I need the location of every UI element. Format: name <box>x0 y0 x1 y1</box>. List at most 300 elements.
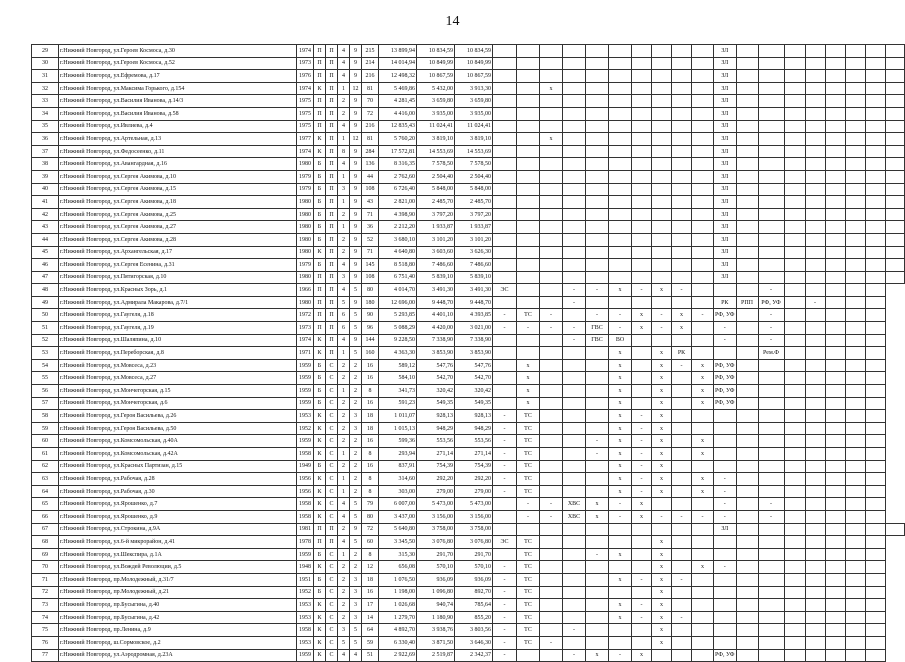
table-cell: 553,56 <box>417 435 455 448</box>
table-cell <box>845 196 865 209</box>
row-number-cell: 29 <box>32 45 59 58</box>
table-cell <box>784 611 805 624</box>
table-cell <box>825 107 845 120</box>
table-cell <box>493 221 517 234</box>
table-cell <box>845 573 865 586</box>
table-cell: Б <box>314 359 326 372</box>
table-cell: x <box>586 649 609 662</box>
table-cell: 3 819,10 <box>455 133 493 146</box>
table-cell <box>493 145 517 158</box>
table-cell <box>586 107 609 120</box>
table-cell <box>632 95 652 108</box>
table-cell <box>758 107 784 120</box>
table-cell <box>825 372 845 385</box>
table-cell: П <box>326 271 338 284</box>
table-cell <box>540 233 563 246</box>
table-cell <box>692 347 714 360</box>
table-cell <box>586 246 609 259</box>
table-cell: 2 <box>338 460 350 473</box>
table-cell <box>736 183 758 196</box>
table-cell: x <box>540 82 563 95</box>
table-cell: 1 096,80 <box>417 586 455 599</box>
table-cell <box>825 649 845 662</box>
table-cell: 3 797,20 <box>417 208 455 221</box>
row-number-cell: 42 <box>32 208 59 221</box>
table-cell <box>672 120 692 133</box>
address-cell: г.Нижний Новгород, ул.Максима Горького, д.154 <box>59 82 297 95</box>
table-row <box>32 536 905 549</box>
table-cell <box>586 561 609 574</box>
table-cell <box>805 45 825 58</box>
table-cell <box>586 347 609 360</box>
table-cell: П <box>326 334 338 347</box>
table-cell: x <box>609 573 632 586</box>
table-cell <box>493 82 517 95</box>
table-cell <box>758 170 784 183</box>
table-cell: 271,14 <box>455 448 493 461</box>
table-cell <box>692 57 714 70</box>
table-cell: Б <box>314 548 326 561</box>
table-cell: 291,70 <box>417 548 455 561</box>
table-cell: 180 <box>362 296 379 309</box>
table-cell: - <box>493 473 517 486</box>
table-cell: 3 076,80 <box>417 536 455 549</box>
table-cell <box>563 57 586 70</box>
table-cell: 4 014,70 <box>379 284 417 297</box>
table-cell: 2 <box>350 460 362 473</box>
table-cell <box>652 196 672 209</box>
table-cell <box>845 561 865 574</box>
table-cell: РК <box>672 347 692 360</box>
table-cell: 5 <box>350 510 362 523</box>
table-row <box>32 460 905 473</box>
table-cell <box>540 284 563 297</box>
table-cell <box>714 624 737 637</box>
table-cell <box>493 548 517 561</box>
table-cell: - <box>493 649 517 662</box>
table-cell <box>672 599 692 612</box>
table-cell: 5 088,29 <box>379 322 417 335</box>
table-cell <box>825 170 845 183</box>
table-cell: 4 401,10 <box>417 309 455 322</box>
table-cell <box>845 120 865 133</box>
table-cell <box>609 120 632 133</box>
table-cell <box>632 107 652 120</box>
table-row <box>32 599 905 612</box>
table-cell <box>845 510 865 523</box>
table-cell <box>714 536 737 549</box>
table-cell: x <box>609 485 632 498</box>
table-cell <box>672 473 692 486</box>
table-cell: - <box>586 448 609 461</box>
table-cell <box>652 170 672 183</box>
table-cell <box>540 347 563 360</box>
table-cell <box>845 460 865 473</box>
table-cell <box>758 473 784 486</box>
table-cell: 4 <box>338 120 350 133</box>
table-cell: 1 279,70 <box>379 611 417 624</box>
table-row <box>32 183 905 196</box>
table-cell <box>692 573 714 586</box>
row-number-cell: 62 <box>32 460 59 473</box>
table-cell <box>652 95 672 108</box>
table-cell: x <box>672 309 692 322</box>
table-cell <box>885 208 904 221</box>
table-cell: 293,94 <box>379 448 417 461</box>
table-cell <box>517 57 540 70</box>
table-cell: 1 <box>338 347 350 360</box>
table-cell: С <box>326 636 338 649</box>
table-cell <box>865 510 885 523</box>
table-cell: 1979 <box>297 259 314 272</box>
table-cell: 1980 <box>297 271 314 284</box>
table-cell: 584,10 <box>379 372 417 385</box>
table-cell <box>493 246 517 259</box>
table-cell <box>865 536 885 549</box>
table-cell: x <box>652 624 672 637</box>
table-cell <box>517 158 540 171</box>
table-cell: 2 342,37 <box>455 649 493 662</box>
table-cell <box>714 460 737 473</box>
table-cell: - <box>493 460 517 473</box>
address-cell: г.Нижний Новгород, ш.Сормовское, д.2 <box>59 636 297 649</box>
table-cell: 70 <box>362 95 379 108</box>
table-cell <box>672 649 692 662</box>
table-cell <box>865 334 885 347</box>
row-number-cell: 35 <box>32 120 59 133</box>
table-cell <box>517 246 540 259</box>
table-cell: 2 <box>350 448 362 461</box>
table-cell <box>805 57 825 70</box>
table-cell: П <box>326 347 338 360</box>
table-cell: Б <box>314 208 326 221</box>
row-number-cell: 32 <box>32 82 59 95</box>
table-cell <box>586 599 609 612</box>
table-cell <box>586 422 609 435</box>
table-cell: 8 <box>362 448 379 461</box>
table-cell: ТС <box>517 586 540 599</box>
table-row <box>32 422 905 435</box>
table-cell <box>758 599 784 612</box>
table-cell <box>805 561 825 574</box>
table-cell <box>736 284 758 297</box>
table-cell <box>758 573 784 586</box>
table-cell: ЗЛ <box>714 183 737 196</box>
table-cell <box>632 57 652 70</box>
table-cell <box>672 133 692 146</box>
table-cell: x <box>672 322 692 335</box>
table-cell <box>692 636 714 649</box>
table-cell <box>540 259 563 272</box>
table-cell <box>586 397 609 410</box>
table-cell: 928,13 <box>417 410 455 423</box>
table-cell <box>632 233 652 246</box>
table-row <box>32 271 905 284</box>
table-cell: 936,09 <box>455 573 493 586</box>
table-cell <box>563 636 586 649</box>
address-cell: г.Нижний Новгород, пр.Молодежный, д.31/7 <box>59 573 297 586</box>
address-cell: г.Нижний Новгород, ул.Переборская, д.8 <box>59 347 297 360</box>
table-cell: 570,10 <box>417 561 455 574</box>
table-cell: x <box>609 359 632 372</box>
table-cell: 3 345,50 <box>379 536 417 549</box>
table-cell <box>758 385 784 398</box>
table-cell <box>540 170 563 183</box>
table-cell <box>672 435 692 448</box>
table-cell <box>563 82 586 95</box>
address-cell: г.Нижний Новгород, ул.Ярошенко, д.7 <box>59 498 297 511</box>
table-cell <box>736 636 758 649</box>
table-cell: 10 867,59 <box>455 70 493 83</box>
table-cell: 542,70 <box>417 372 455 385</box>
table-cell <box>672 158 692 171</box>
table-cell: 9 <box>350 259 362 272</box>
table-cell <box>586 624 609 637</box>
address-cell: г.Нижний Новгород, ул.Строкина, д.9А <box>59 523 297 536</box>
table-cell: Б <box>314 573 326 586</box>
table-cell <box>540 573 563 586</box>
table-cell <box>692 334 714 347</box>
table-cell <box>805 322 825 335</box>
table-cell: 2 <box>338 208 350 221</box>
table-cell: x <box>692 372 714 385</box>
table-row <box>32 170 905 183</box>
table-cell: 108 <box>362 271 379 284</box>
table-cell <box>845 45 865 58</box>
table-cell: - <box>714 485 737 498</box>
address-cell: г.Нижний Новгород, пр.Ленина, д.9 <box>59 624 297 637</box>
table-cell <box>652 296 672 309</box>
table-cell: 2 <box>338 410 350 423</box>
table-cell <box>563 233 586 246</box>
table-cell <box>563 271 586 284</box>
table-cell: 4 420,00 <box>417 322 455 335</box>
table-cell: - <box>586 309 609 322</box>
table-cell: - <box>540 636 563 649</box>
table-cell <box>493 170 517 183</box>
table-cell <box>609 158 632 171</box>
table-cell: Б <box>314 221 326 234</box>
table-cell <box>517 221 540 234</box>
table-cell <box>784 221 805 234</box>
table-cell: 547,76 <box>455 359 493 372</box>
table-cell <box>586 573 609 586</box>
table-cell <box>784 170 805 183</box>
table-cell: 1 <box>338 385 350 398</box>
address-cell: г.Нижний Новгород, ул.Мовсеса, д.27 <box>59 372 297 385</box>
table-cell: 5 839,10 <box>417 271 455 284</box>
table-cell <box>632 397 652 410</box>
table-cell: ЗЛ <box>714 120 737 133</box>
table-cell <box>758 233 784 246</box>
table-cell: 1952 <box>297 586 314 599</box>
table-cell: - <box>632 448 652 461</box>
table-cell: x <box>609 397 632 410</box>
table-cell <box>865 158 885 171</box>
table-cell <box>784 422 805 435</box>
table-cell: 10 834,59 <box>417 45 455 58</box>
table-cell <box>672 259 692 272</box>
table-cell: 936,09 <box>417 573 455 586</box>
table-cell: 1953 <box>297 611 314 624</box>
address-cell: г.Нижний Новгород, ул.Ефремова, д.17 <box>59 70 297 83</box>
table-cell: 1974 <box>297 145 314 158</box>
table-row <box>32 448 905 461</box>
table-cell <box>885 170 904 183</box>
table-cell <box>784 536 805 549</box>
table-cell <box>805 586 825 599</box>
table-cell <box>758 82 784 95</box>
table-cell: 16 <box>362 460 379 473</box>
table-cell: 3 853,90 <box>455 347 493 360</box>
table-cell: 16 <box>362 397 379 410</box>
table-cell: 4 <box>338 284 350 297</box>
table-cell <box>632 624 652 637</box>
table-cell <box>632 586 652 599</box>
table-cell <box>825 296 845 309</box>
table-cell: П <box>314 309 326 322</box>
table-cell: РФ, УФ <box>714 372 737 385</box>
row-number-cell: 41 <box>32 196 59 209</box>
table-cell: К <box>314 334 326 347</box>
table-cell <box>865 284 885 297</box>
table-cell <box>865 599 885 612</box>
table-cell <box>632 561 652 574</box>
table-cell: 8 <box>362 473 379 486</box>
table-cell: - <box>632 611 652 624</box>
table-cell: РФ, УФ <box>714 649 737 662</box>
table-cell: - <box>609 498 632 511</box>
table-cell <box>736 309 758 322</box>
table-cell <box>825 636 845 649</box>
table-cell <box>493 70 517 83</box>
table-cell: - <box>586 284 609 297</box>
table-cell: К <box>314 410 326 423</box>
table-row <box>32 246 905 259</box>
table-cell: П <box>314 45 326 58</box>
table-cell <box>784 271 805 284</box>
table-cell <box>736 422 758 435</box>
table-cell: ХВС <box>563 498 586 511</box>
table-cell: ВО <box>609 334 632 347</box>
table-cell <box>609 145 632 158</box>
table-cell <box>652 82 672 95</box>
address-cell: г.Нижний Новгород, ул.Гаугеля, д.18 <box>59 309 297 322</box>
table-cell <box>865 410 885 423</box>
table-cell: - <box>493 322 517 335</box>
table-cell <box>563 95 586 108</box>
table-cell <box>609 57 632 70</box>
table-cell <box>736 233 758 246</box>
table-cell <box>493 510 517 523</box>
table-cell <box>825 347 845 360</box>
table-cell: С <box>326 397 338 410</box>
table-cell: x <box>609 347 632 360</box>
table-cell <box>493 45 517 58</box>
table-cell: 3 <box>338 183 350 196</box>
address-cell: г.Нижний Новгород, ул.Федосеенко, д.11 <box>59 145 297 158</box>
table-cell <box>736 410 758 423</box>
table-cell <box>652 498 672 511</box>
table-cell: 1973 <box>297 57 314 70</box>
table-cell <box>845 158 865 171</box>
table-cell: ТС <box>517 599 540 612</box>
table-cell: 9 <box>350 296 362 309</box>
table-cell: 5 848,00 <box>417 183 455 196</box>
table-cell <box>805 221 825 234</box>
table-cell <box>845 170 865 183</box>
table-cell <box>805 208 825 221</box>
table-cell <box>825 82 845 95</box>
table-cell: - <box>652 510 672 523</box>
table-cell: - <box>563 296 586 309</box>
table-cell: 72 <box>362 523 379 536</box>
table-cell <box>540 460 563 473</box>
address-cell: г.Нижний Новгород, ул.Авангардная, д.16 <box>59 158 297 171</box>
table-cell <box>586 133 609 146</box>
table-cell <box>865 82 885 95</box>
table-cell: 4 <box>338 57 350 70</box>
address-cell: г.Нижний Новгород, ул.Адмирала Макарова, д.7/1 <box>59 296 297 309</box>
table-cell <box>672 296 692 309</box>
address-cell: г.Нижний Новгород, ул.Сергея Акимова, д.28 <box>59 233 297 246</box>
table-cell: П <box>314 284 326 297</box>
table-row <box>32 158 905 171</box>
table-cell <box>805 107 825 120</box>
table-cell: - <box>609 309 632 322</box>
table-cell: Б <box>314 183 326 196</box>
table-cell <box>692 45 714 58</box>
table-cell: 3 156,00 <box>455 510 493 523</box>
table-cell: 1980 <box>297 246 314 259</box>
table-cell <box>825 624 845 637</box>
table-cell: - <box>714 561 737 574</box>
table-cell: - <box>493 624 517 637</box>
table-cell <box>805 536 825 549</box>
table-cell: - <box>652 309 672 322</box>
table-cell: 8 <box>362 485 379 498</box>
table-cell <box>758 611 784 624</box>
table-cell: 4 640,80 <box>379 246 417 259</box>
table-cell: 7 486,60 <box>455 259 493 272</box>
table-cell: С <box>326 624 338 637</box>
table-cell <box>672 183 692 196</box>
row-number-cell: 69 <box>32 548 59 561</box>
table-cell <box>805 422 825 435</box>
table-cell: 599,36 <box>379 435 417 448</box>
table-cell <box>586 221 609 234</box>
table-cell: 80 <box>362 510 379 523</box>
table-cell <box>865 259 885 272</box>
table-cell: 9 448,70 <box>455 296 493 309</box>
table-cell <box>825 322 845 335</box>
table-cell <box>493 233 517 246</box>
table-cell <box>805 397 825 410</box>
table-cell <box>885 82 904 95</box>
table-cell <box>805 448 825 461</box>
table-cell <box>805 82 825 95</box>
table-cell: 1 198,00 <box>379 586 417 599</box>
table-cell: С <box>326 573 338 586</box>
table-cell: 3 <box>338 624 350 637</box>
table-cell <box>517 334 540 347</box>
row-number-cell: 77 <box>32 649 59 662</box>
table-cell <box>805 347 825 360</box>
table-cell <box>736 120 758 133</box>
table-cell: 837,91 <box>379 460 417 473</box>
table-cell <box>885 523 904 536</box>
table-cell <box>805 485 825 498</box>
